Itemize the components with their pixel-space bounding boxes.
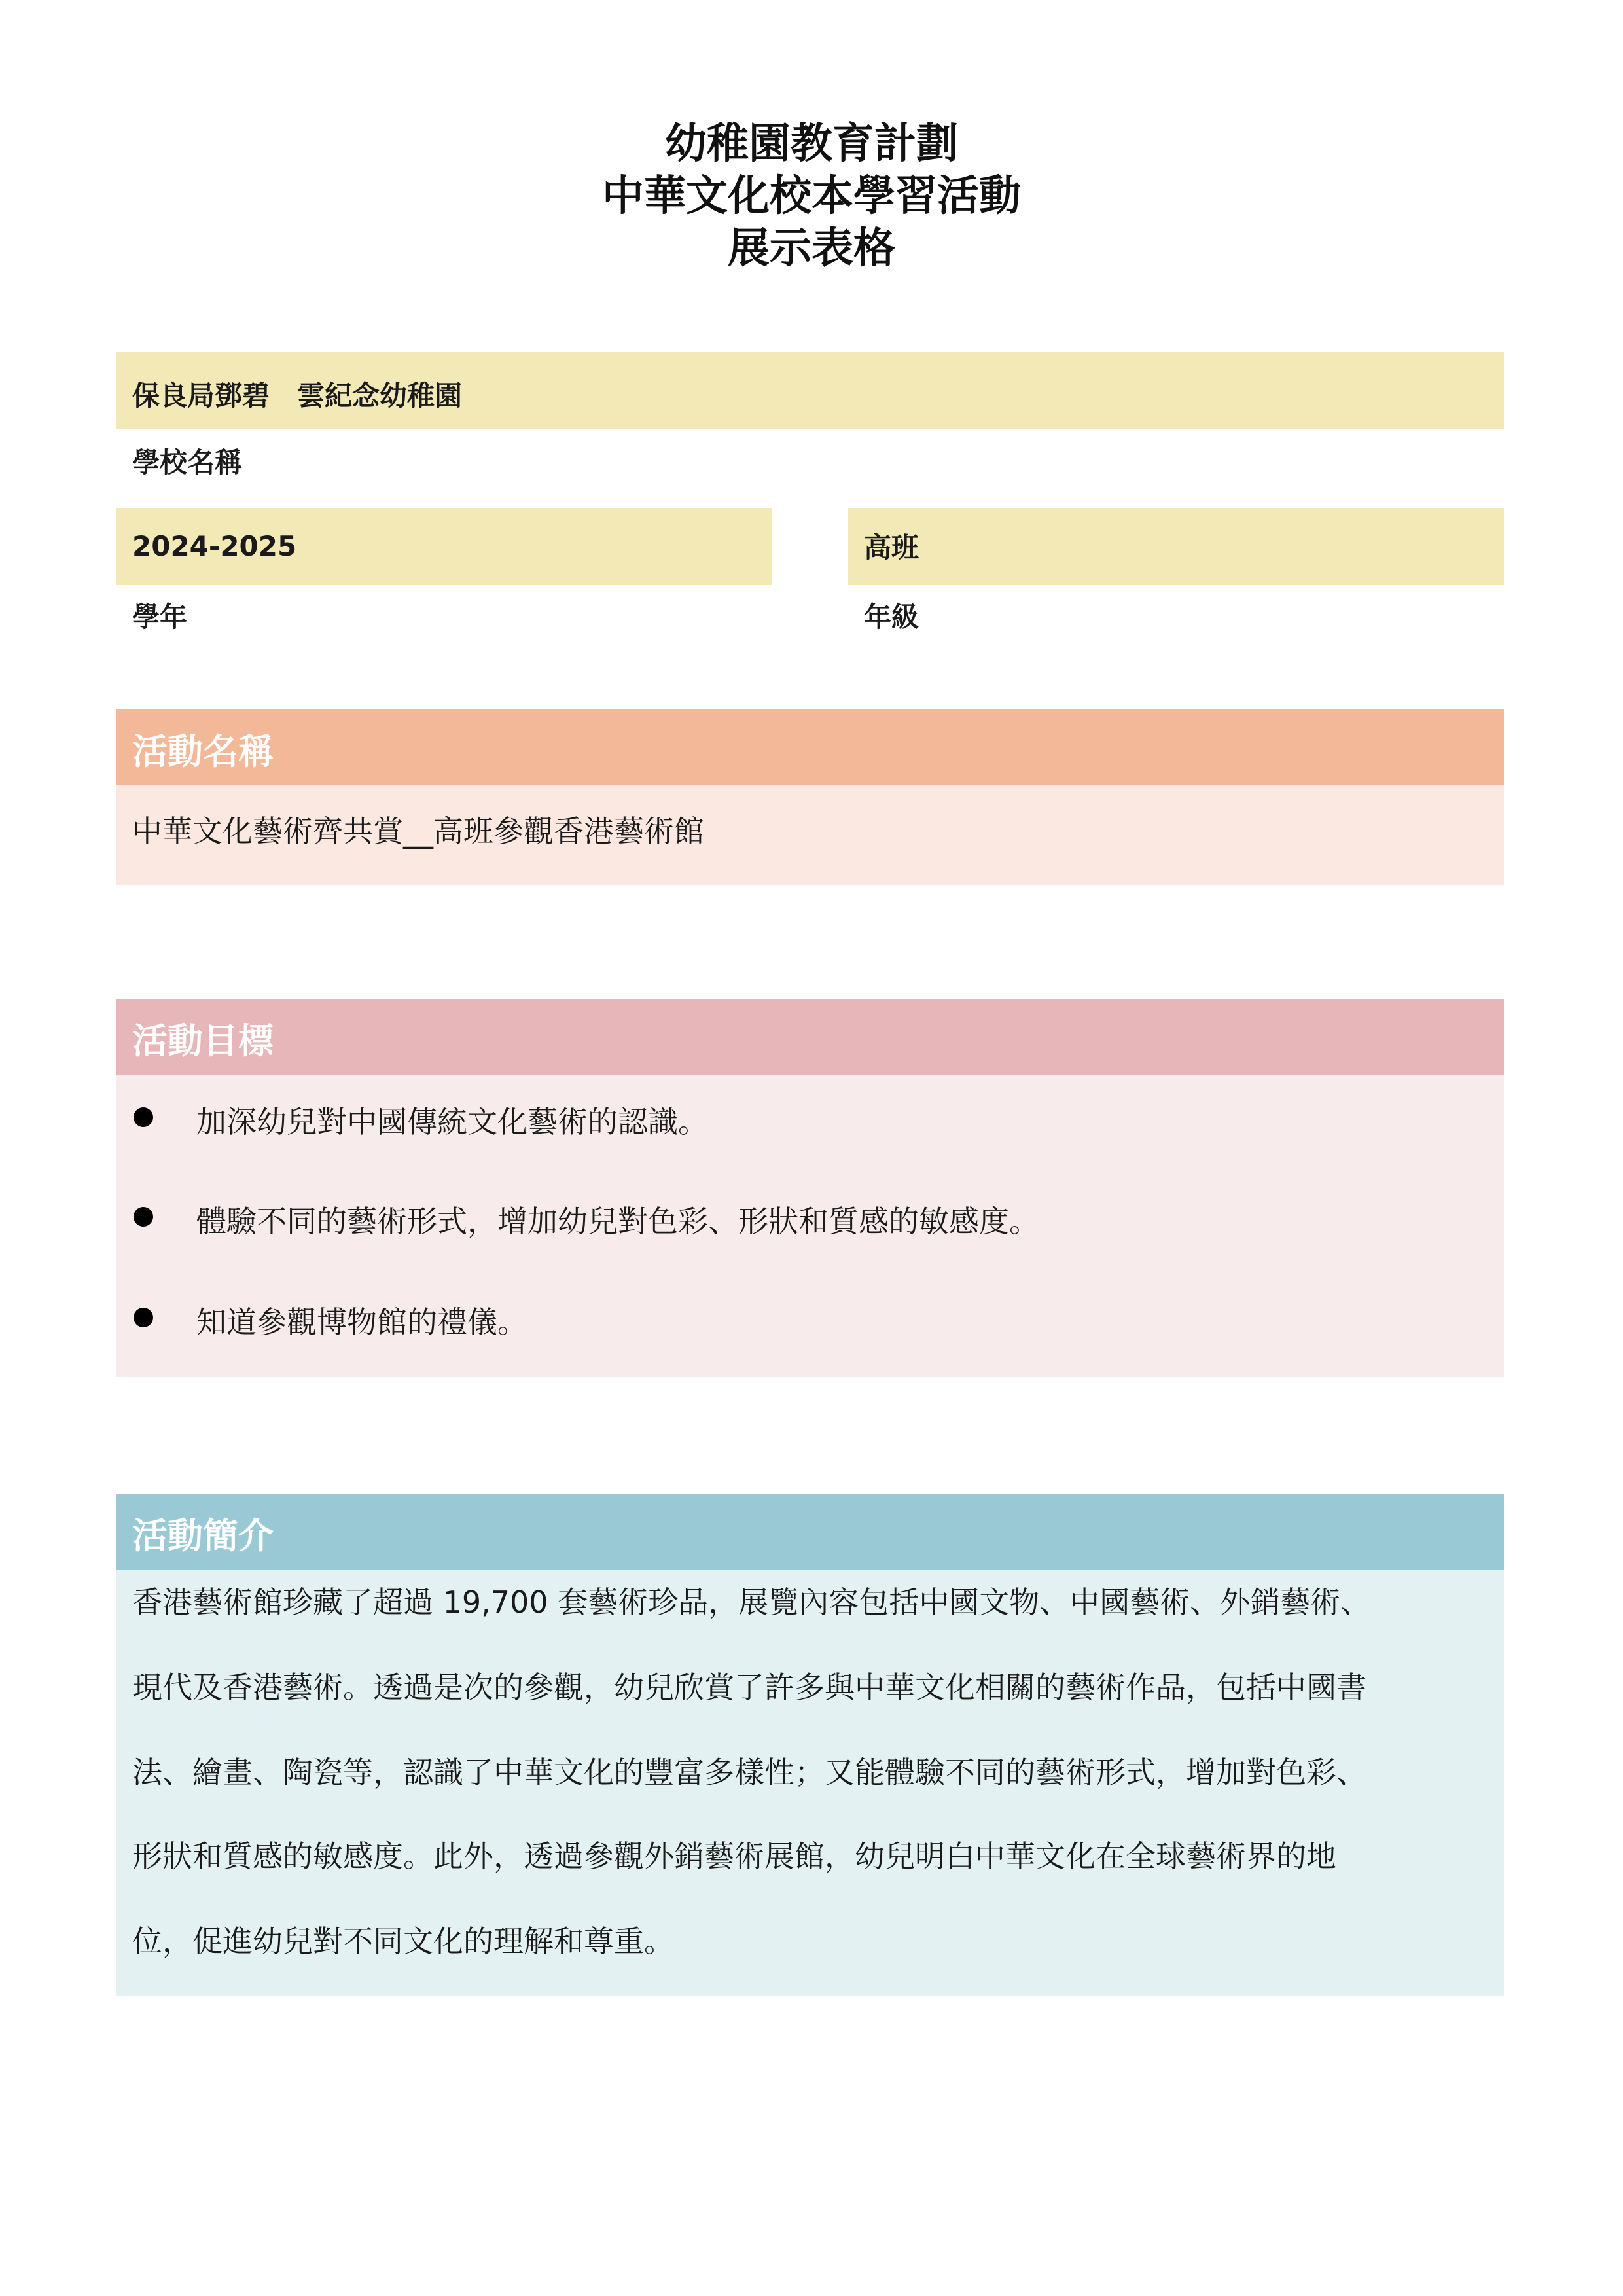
- objective-text: 體驗不同的藝術形式，增加幼兒對色彩、形狀和質感的敏感度。: [196, 1204, 1039, 1239]
- introduction-line: 香港藝術館珍藏了超過 19,700 套藝術珍品，展覽內容包括中國文物、中國藝術、外銷藝術、: [132, 1585, 1371, 1620]
- title-line-1: 幼稚園教育計劃: [665, 120, 958, 168]
- introduction-heading: 活動簡介: [132, 1515, 274, 1556]
- introduction-line: 形狀和質感的敏感度。此外，透過參觀外銷藝術展館，幼兒明白中華文化在全球藝術界的地: [132, 1839, 1336, 1874]
- objectives-header: [116, 999, 1504, 1075]
- introduction-header: [116, 1494, 1504, 1570]
- activity-name-heading: 活動名稱: [132, 731, 274, 772]
- objective-text: 加深幼兒對中國傳統文化藝術的認識。: [196, 1104, 708, 1139]
- school-name-value: 保良局鄧碧 雲紀念幼稚園: [132, 380, 463, 412]
- school-name-label: 學校名稱: [132, 446, 243, 478]
- document-title: [0, 118, 1623, 275]
- school-year-label: 學年: [132, 601, 188, 633]
- school-year-value: 2024-2025: [132, 530, 297, 562]
- grade-label: 年級: [864, 601, 919, 633]
- bullet-icon: [134, 1207, 153, 1227]
- activity-name-body: [116, 785, 1504, 885]
- bullet-icon: [134, 1107, 153, 1127]
- objectives-heading: 活動目標: [132, 1020, 274, 1062]
- objective-item: [116, 1098, 1504, 1138]
- activity-name-value: 中華文化藝術齊共賞__高班參觀香港藝術館: [132, 814, 704, 849]
- school-name-band: [116, 352, 1504, 429]
- title-line-2: 中華文化校本學習活動: [602, 172, 1021, 221]
- introduction-line: 法、繪畫、陶瓷等，認識了中華文化的豐富多樣性；又能體驗不同的藝術形式，增加對色彩、: [132, 1755, 1366, 1790]
- objective-item: [116, 1198, 1504, 1237]
- objectives-body: [116, 1075, 1504, 1377]
- activity-name-header: [116, 709, 1504, 785]
- objective-item: [116, 1299, 1504, 1338]
- introduction-line: 位，促進幼兒對不同文化的理解和尊重。: [132, 1924, 674, 1959]
- grade-value: 高班: [864, 531, 919, 564]
- objective-text: 知道參觀博物館的禮儀。: [196, 1304, 527, 1340]
- school-year-band: [116, 508, 772, 585]
- bullet-icon: [134, 1308, 153, 1327]
- introduction-body: [116, 1570, 1504, 1996]
- title-line-3: 展示表格: [728, 224, 895, 273]
- grade-band: [848, 508, 1504, 585]
- introduction-line: 現代及香港藝術。透過是次的參觀，幼兒欣賞了許多與中華文化相關的藝術作品，包括中國書: [132, 1670, 1366, 1705]
